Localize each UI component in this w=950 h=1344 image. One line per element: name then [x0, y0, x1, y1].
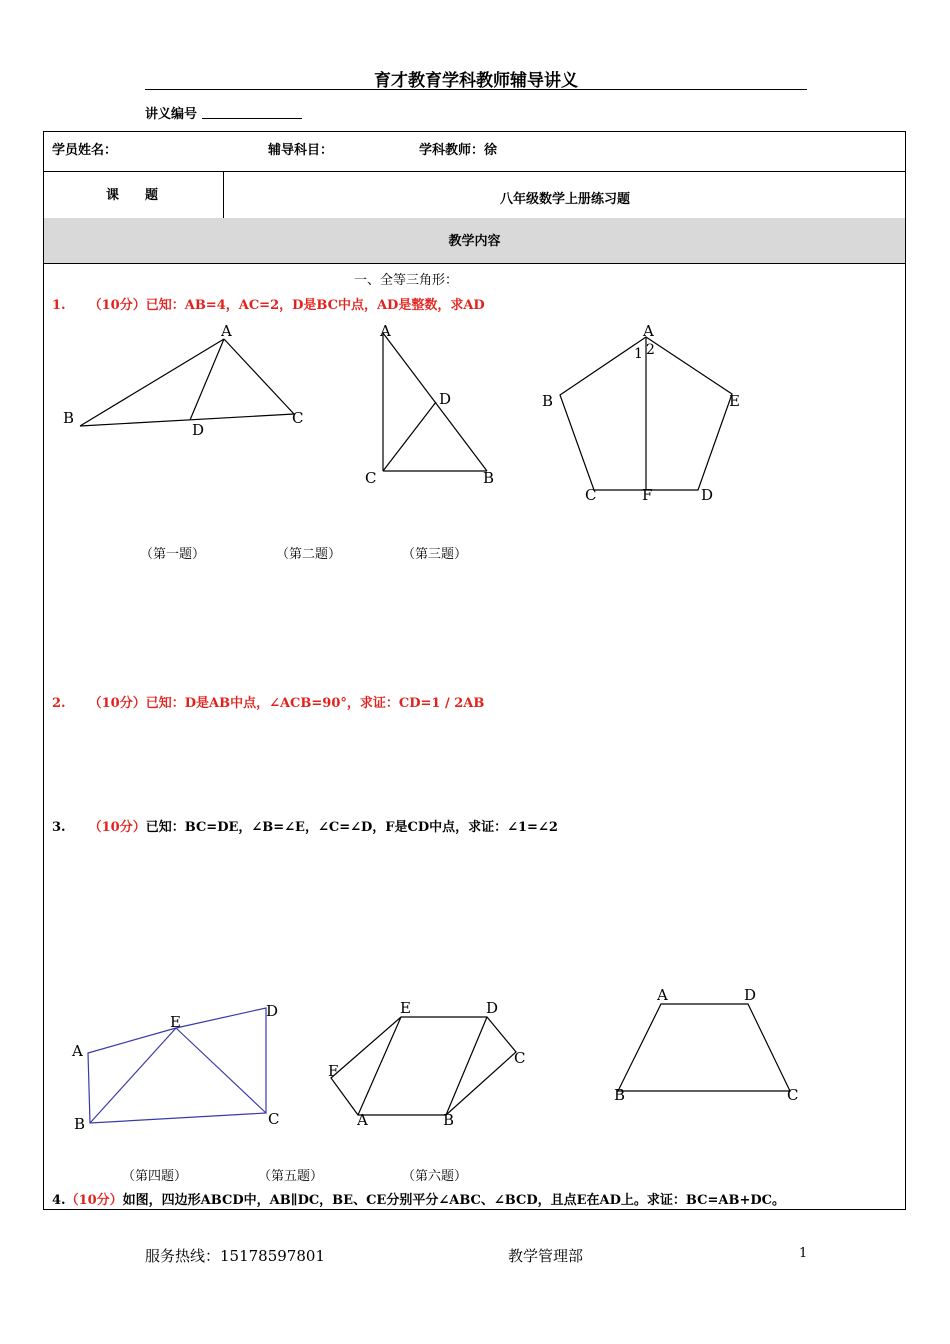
- fig5-label-c: C: [514, 1049, 526, 1067]
- figure-2: [383, 333, 487, 471]
- fig3-label-f: F: [642, 486, 653, 504]
- question-2: [52, 692, 484, 711]
- fig3-label-a: A: [643, 322, 654, 340]
- fig5-label-e: E: [400, 999, 411, 1017]
- footer-hotline: 服务热线：15178597801: [145, 1247, 325, 1265]
- question-text: 已知：AB=4，AC=2，D是BC中点，AD是整数，求AD: [145, 298, 485, 313]
- caption-figure-4: （第四题）: [122, 1169, 188, 1184]
- fig6-label-b: B: [614, 1086, 626, 1104]
- fig6-label-c: C: [787, 1086, 799, 1104]
- question-number: 2.: [52, 696, 66, 711]
- topic-value: 八年级数学上册练习题: [499, 192, 630, 207]
- student-name-label: 学员姓名：: [52, 143, 118, 158]
- fig3-label-e: E: [729, 392, 740, 410]
- caption-figure-6: （第六题）: [402, 1169, 468, 1184]
- question-number: 1.: [52, 298, 66, 313]
- fig4-label-b: B: [74, 1115, 86, 1133]
- figure-3: [560, 337, 732, 490]
- question-number: 3.: [52, 820, 66, 835]
- subject-label: 辅导科目：: [268, 143, 334, 158]
- footer-department: 教学管理部: [508, 1247, 584, 1265]
- section-title: 一、全等三角形：: [354, 273, 459, 288]
- fig2-label-d: D: [439, 390, 452, 408]
- page-number: 1: [799, 1246, 808, 1261]
- caption-figure-1: （第一题）: [140, 547, 206, 562]
- fig6-label-d: D: [744, 986, 757, 1004]
- question-3: [52, 816, 558, 835]
- figure-5: [331, 1017, 516, 1115]
- figure-1: [80, 339, 294, 426]
- caption-figure-3: （第三题）: [402, 547, 468, 562]
- content-header: 教学内容: [448, 234, 501, 249]
- question-score: （10分）: [65, 1193, 123, 1208]
- teacher-label: 学科教师：徐: [419, 143, 498, 158]
- fig3-label-c: C: [585, 486, 597, 504]
- fig1-label-b: B: [63, 409, 75, 427]
- fig2-label-c: C: [365, 469, 377, 487]
- fig6-label-a: A: [657, 986, 668, 1004]
- question-score: （10分）: [88, 820, 146, 835]
- caption-figure-5: （第五题）: [258, 1169, 324, 1184]
- figure-6: [618, 1004, 790, 1091]
- fig1-label-c: C: [292, 409, 304, 427]
- question-text: 已知：BC=DE，∠B=∠E，∠C=∠D，F是CD中点，求证：∠1=∠2: [145, 820, 558, 835]
- fig3-label-1: 1: [634, 346, 643, 362]
- question-4: [52, 1189, 785, 1208]
- question-number: 4.: [52, 1193, 66, 1208]
- question-score: （10分）: [88, 696, 146, 711]
- fig4-label-d: D: [266, 1002, 279, 1020]
- page-title: 育才教育学科教师辅导讲义: [374, 71, 578, 91]
- fig1-label-a: A: [221, 322, 232, 340]
- fig5-label-a: A: [357, 1111, 368, 1129]
- caption-figure-2: （第二题）: [276, 547, 342, 562]
- fig2-label-b: B: [483, 469, 495, 487]
- fig4-label-e: E: [170, 1013, 181, 1031]
- fig3-label-b: B: [542, 392, 554, 410]
- topic-label: 课 题: [106, 188, 159, 203]
- question-text: 如图，四边形ABCD中，AB∥DC，BE、CE分别平分∠ABC、∠BCD，且点E在AD上。求证：BC=AB+DC。: [122, 1193, 785, 1208]
- question-score: （10分）: [88, 298, 146, 313]
- fig3-label-2: 2: [646, 342, 655, 358]
- fig3-label-d: D: [701, 486, 714, 504]
- fig2-label-a: A: [380, 322, 391, 340]
- fig4-label-a: A: [72, 1042, 83, 1060]
- fig5-label-b: B: [443, 1111, 455, 1129]
- fig4-label-c: C: [268, 1110, 280, 1128]
- handout-code-label: 讲义编号: [145, 107, 198, 122]
- fig1-label-d: D: [192, 421, 205, 439]
- fig5-label-f: F: [328, 1062, 339, 1080]
- fig5-label-d: D: [486, 999, 499, 1017]
- question-text: 已知：D是AB中点，∠ACB=90°，求证：CD=1 / 2AB: [145, 696, 485, 711]
